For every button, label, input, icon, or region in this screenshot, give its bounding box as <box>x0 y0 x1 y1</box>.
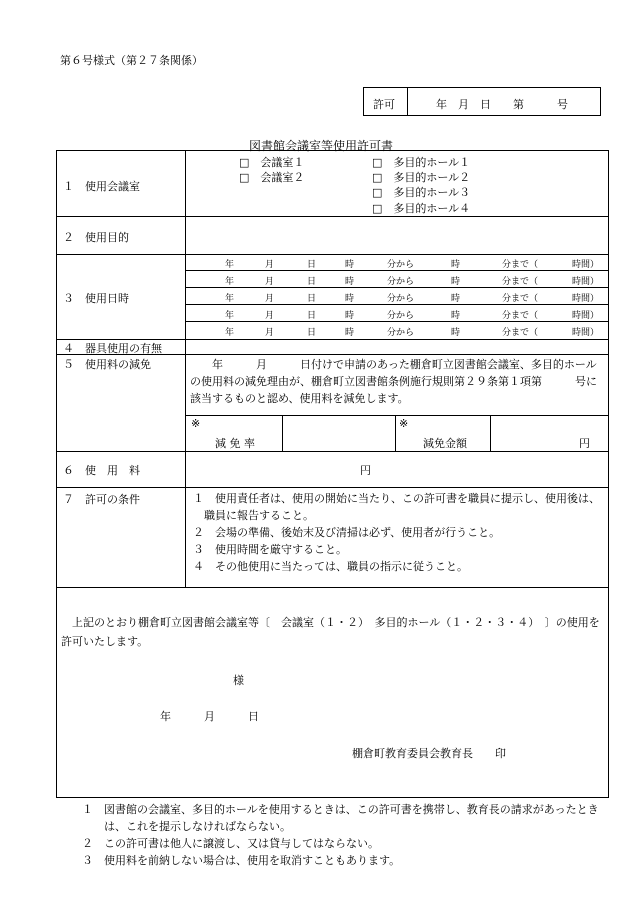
datetime-line-5-col-5: 分から <box>387 328 415 338</box>
purpose-field[interactable] <box>187 217 607 253</box>
datetime-line-3-col-1: 年 <box>225 294 235 304</box>
datetime-line-5-col-1: 年 <box>225 328 235 338</box>
datetime-line-3-col-8: 時間） <box>572 294 600 304</box>
fee-label: ６ 使 用 料 <box>63 464 140 477</box>
form-number: 第６号様式（第２７条関係） <box>60 54 203 67</box>
hall-option-3[interactable]: □ 多目的ホール３ <box>372 186 471 199</box>
reduction-label: ５ 使用料の減免 <box>63 358 151 371</box>
datetime-line-5-col-3: 日 <box>307 328 317 338</box>
datetime-line-5-col-6: 時 <box>451 328 461 338</box>
datetime-line-5-col-8: 時間） <box>572 328 600 338</box>
datetime-line-4-col-2: 月 <box>265 311 275 321</box>
equipment-field[interactable] <box>187 340 607 353</box>
rate-note-mark: ※ <box>191 417 201 430</box>
document-title: 図書館会議室等使用許可書 <box>249 139 394 153</box>
datetime-line-4-col-1: 年 <box>225 311 235 321</box>
datetime-line-3-col-4: 時 <box>345 294 355 304</box>
footnote-2: ２ この許可書は他人に譲渡し、又は貸与してはならない。 <box>82 837 379 850</box>
datetime-line-4-col-3: 日 <box>307 311 317 321</box>
amount-label: 減免金額 <box>423 437 467 450</box>
datetime-line-2-col-3: 日 <box>307 277 317 287</box>
datetime-line-3-col-3: 日 <box>307 294 317 304</box>
datetime-line-2-col-5: 分から <box>387 277 415 287</box>
footnote-1: １ 図書館の会議室、多目的ホールを使用するときは、この許可書を携帯し、教育長の請求があったときは、これを提示しなければならない。 <box>82 803 599 833</box>
datetime-line-1-col-7: 分まで（ <box>502 260 539 270</box>
conditions-label: ７ 許可の条件 <box>63 493 140 506</box>
permit-date-number: 年 月 日 第 号 <box>436 98 568 111</box>
reduction-text: 年 月 日付けで申請のあった棚倉町立図書館会議室、多目的ホールの使用料の減免理由が、棚倉町立図書館条例施行規則第２９条第１項第 号に該当するものと認め、使用料を減免します。 <box>190 358 597 405</box>
amount-yen: 円 <box>579 437 590 450</box>
amount-note-mark: ※ <box>399 417 409 430</box>
datetime-line-1-col-4: 時 <box>345 260 355 270</box>
datetime-line-2-col-8: 時間） <box>572 277 600 287</box>
footnote-3: ３ 使用料を前納しない場合は、使用を取消すこともあります。 <box>82 854 401 867</box>
datetime-line-3-col-7: 分まで（ <box>502 294 539 304</box>
datetime-line-1-col-8: 時間） <box>572 260 600 270</box>
signer: 棚倉町教育委員会教育長 印 <box>352 747 506 760</box>
datetime-line-4-col-5: 分から <box>387 311 415 321</box>
condition-item-2: ２ 会場の準備、後始末及び清掃は必ず、使用者が行うこと。 <box>193 526 501 539</box>
datetime-line-2-col-4: 時 <box>345 277 355 287</box>
approval-date: 年 月 日 <box>160 710 259 723</box>
datetime-line-1-col-3: 日 <box>307 260 317 270</box>
datetime-line-2-col-7: 分まで（ <box>502 277 539 287</box>
datetime-line-1-col-6: 時 <box>451 260 461 270</box>
datetime-line-1-col-5: 分から <box>387 260 415 270</box>
room-option-2[interactable]: □ 会議室２ <box>239 171 305 184</box>
approval-text: 上記のとおり棚倉町立図書館会議室等〔 会議室（１・２） 多目的ホール（１・２・３・４） 〕の使用を許可いたします。 <box>61 616 600 648</box>
hall-option-1[interactable]: □ 多目的ホール１ <box>372 156 471 169</box>
datetime-line-5-col-2: 月 <box>265 328 275 338</box>
condition-item-4: ４ その他使用に当たっては、職員の指示に従うこと。 <box>193 560 468 573</box>
datetime-line-4-col-8: 時間） <box>572 311 600 321</box>
condition-item-3: ３ 使用時間を厳守すること。 <box>193 543 347 556</box>
datetime-line-2-col-1: 年 <box>225 277 235 287</box>
datetime-line-4-col-7: 分まで（ <box>502 311 539 321</box>
datetime-line-2-col-2: 月 <box>265 277 275 287</box>
datetime-line-4-col-4: 時 <box>345 311 355 321</box>
datetime-line-3-col-2: 月 <box>265 294 275 304</box>
rate-label: 減 免 率 <box>215 437 255 450</box>
datetime-line-5-col-4: 時 <box>345 328 355 338</box>
datetime-line-1-col-1: 年 <box>225 260 235 270</box>
form-table <box>56 150 609 798</box>
room-label: １ 使用会議室 <box>63 180 140 193</box>
datetime-line-1-col-2: 月 <box>265 260 275 270</box>
permit-box <box>363 87 601 116</box>
permit-label: 許可 <box>373 98 395 111</box>
hall-option-4[interactable]: □ 多目的ホール４ <box>372 202 471 215</box>
datetime-label: ３ 使用日時 <box>63 292 129 305</box>
equipment-label: ４ 器具使用の有無 <box>63 342 162 355</box>
condition-item-1: １ 使用責任者は、使用の開始に当たり、この許可書を職員に提示し、使用後は、職員に報告すること。 <box>193 492 600 522</box>
room-option-1[interactable]: □ 会議室１ <box>239 156 305 169</box>
honorific: 様 <box>233 674 244 687</box>
datetime-line-2-col-6: 時 <box>451 277 461 287</box>
hall-option-2[interactable]: □ 多目的ホール２ <box>372 171 471 184</box>
rate-field[interactable] <box>284 417 394 450</box>
fee-yen: 円 <box>360 464 371 477</box>
datetime-line-3-col-6: 時 <box>451 294 461 304</box>
datetime-line-5-col-7: 分まで（ <box>502 328 539 338</box>
datetime-line-4-col-6: 時 <box>451 311 461 321</box>
datetime-line-3-col-5: 分から <box>387 294 415 304</box>
purpose-label: ２ 使用目的 <box>63 231 129 244</box>
